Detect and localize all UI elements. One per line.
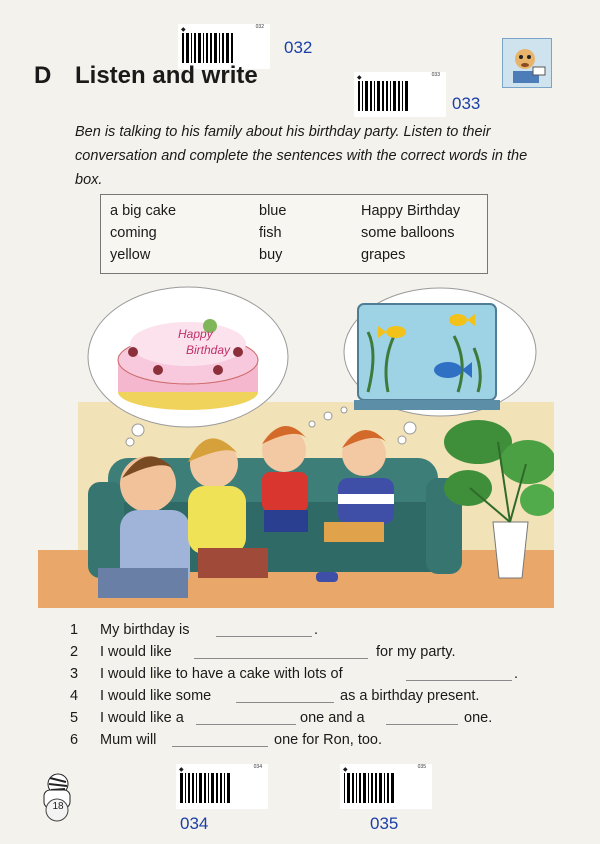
answer-blank[interactable] [194,644,368,659]
sentence-number: 3 [70,666,79,682]
barcode-bars [182,33,266,63]
word-option: Happy Birthday [361,203,461,219]
answer-blank[interactable] [172,732,268,747]
sentence-number: 6 [70,732,79,748]
barcode-bars [344,773,428,803]
instructions-text: Ben is talking to his family about his birthday party. Listen to their conversation and complete the sentences with the correct words in the box. [75,124,528,188]
sentence-text: I would like to have a cake with lots of [100,666,343,682]
sentence-text: Mum will [100,732,157,748]
zebra-page-badge [36,770,78,826]
barcode-035: ◆ 035 [340,764,432,809]
sentence-text: I would like some [100,688,212,704]
cake-text-happy: Happy [178,327,213,341]
sentence-number: 4 [70,688,79,704]
barcode-033: ◆ 033 [354,72,446,117]
answer-blank[interactable] [406,666,512,681]
answer-blank[interactable] [196,710,296,725]
barcode-small-number: 033 [431,72,440,78]
word-option: fish [259,225,282,241]
barcode-small-number: 035 [417,764,426,770]
barcode-small-number: 034 [253,764,262,770]
word-option: some balloons [361,225,455,241]
sentence-text: . [514,666,519,682]
barcode-small-number: 032 [255,24,264,30]
sentence-number: 5 [70,710,79,726]
sentence-text: as a birthday present. [340,688,480,704]
character-icon [502,38,552,88]
barcode-label-034: 034 [180,814,209,833]
section-title: Listen and write [75,62,258,89]
barcode-bars [358,81,442,111]
word-option: coming [110,225,157,241]
sentence-text: My birthday is [100,622,190,638]
sentence-number: 2 [70,644,79,660]
answer-blank[interactable] [386,710,458,725]
sentence-text: one. [464,710,493,726]
word-box [100,194,488,274]
cake-text-birthday: Birthday [186,343,231,357]
sentence-text: I would like [100,644,172,660]
barcode-034: ◆ 034 [176,764,268,809]
sentence-text: one and a [300,710,365,726]
sentence-text: . [314,622,319,638]
barcode-bars [180,773,264,803]
word-option: a big cake [110,203,177,219]
barcode-032: ◆ 032 [178,24,270,69]
word-option: blue [259,203,287,219]
section-letter: D [34,62,52,89]
word-option: grapes [361,247,406,263]
answer-blank[interactable] [236,688,334,703]
page-number: 18 [52,801,64,812]
barcode-label-033: 033 [452,94,481,113]
sentence-text: for my party. [376,644,456,660]
word-option: buy [259,247,283,263]
sentence-text: one for Ron, too. [274,732,383,748]
boy-red-shirt [262,426,308,532]
barcode-label-032: 032 [284,38,313,57]
sentence-number: 1 [70,622,79,638]
sentence-text: I would like a [100,710,184,726]
family-illustration [38,282,554,608]
answer-blank[interactable] [216,622,312,637]
barcode-label-035: 035 [370,814,399,833]
word-option: yellow [110,247,151,263]
